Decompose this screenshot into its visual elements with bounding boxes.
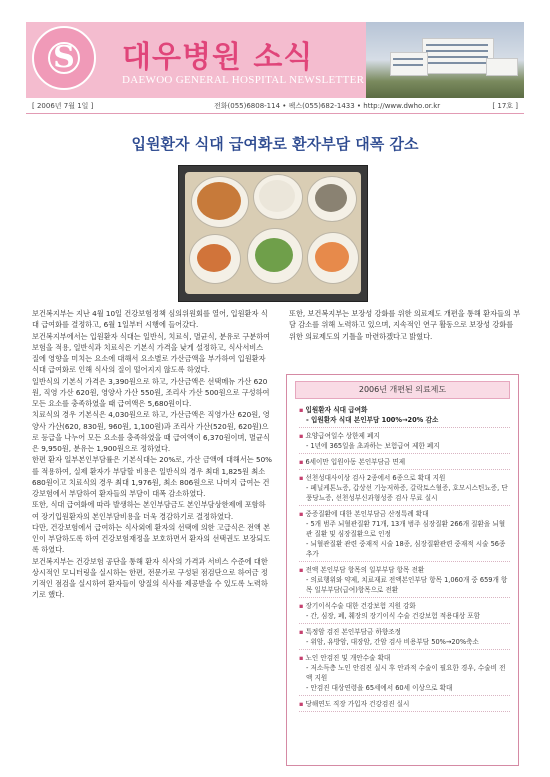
meal-tray-photo (178, 165, 368, 302)
article-paragraph: 보건복지부에서는 입원환자 식대는 일반식, 치료식, 멸균식, 분유로 구분하여 보험을 적용, 일반식과 치료식은 기본식 가격을 낮게 설정하고, 식사서비스 질에 영향을 미치는 요소에 대해서 요소별로 가산금액을 부가하여 입원환자 식대 급여화로 인해 식사의 질이 떨어지지 않도록 하였다. (32, 331, 271, 375)
article-paragraph: 보건복지부는 건강보험 공단을 통해 환자 식사의 가격과 서비스 수준에 대한 상시적인 모니터링을 실시하는 한편, 전문가로 구성된 점검단으로 하여금 정기적인 점검을 실시하여 환자들이 양질의 식사를 제공받을 수 있도록 노력하기로 했다. (32, 556, 268, 600)
reform-list-item (299, 405, 510, 428)
reform-item-detail: - 저소득층 노인 안검진 실시 후 안과적 수술이 필요한 경우, 수술비 전액 지원 (306, 664, 506, 682)
article-body-left (32, 308, 272, 601)
article-paragraph: 또한, 식대 급여화에 따라 발생하는 본인부담금도 본인부담상한제에 포함하여 장기입원환자의 본인부담비용을 더욱 경감하기로 결정하였다. (32, 500, 266, 521)
article-paragraph: 다만, 건강보험에서 급여하는 식사외에 환자의 선택에 의한 고급식은 전액 본인이 부담하도록 하여 건강보험재정을 보호하면서 환자의 선택권도 보장되도록 하였다. (32, 522, 271, 555)
reform-item-text: 입원환자 식대 급여화 (305, 406, 368, 414)
bullet-icon: ▪ (299, 628, 304, 636)
newsletter-title: 대우병원 소식 (122, 40, 314, 75)
reform-list-item (299, 565, 510, 598)
newsletter-subtitle: DAEWOO GENERAL HOSPITAL NEWSLETTER (122, 74, 365, 86)
reform-list-item (299, 473, 510, 506)
reform-list (299, 405, 510, 712)
article-paragraph: 또한, 보건복지부는 보장성 강화를 위한 의료제도 개편을 통해 환자들의 부담 감소를 위해 노력하고 있으며, 지속적인 연구 활동으로 보장성 강화를 위한 의료제도의 기틀을 마련하겠다고 밝혔다. (289, 309, 521, 341)
reform-item-text: 선천성대사이상 검사 2종에서 6종으로 확대 지원 (305, 474, 446, 482)
reform-item-detail: - 위암, 유방암, 대장암, 간암 검사 비용부담 50%→20%축소 (306, 638, 479, 646)
reform-item-text: 장기이식수술 대한 건강보험 지원 강화 (305, 602, 416, 610)
article-paragraph: 치료식의 경우 기본식은 4,030원으로 하고, 가산금액은 직영가산 620원, 영양사 가산(620, 830원, 960원, 1,100원)과 조리사 가산(520원, 620원)으로 등급을 나누어 모든 요소를 충족하였을 때 급여액이 6,370원이며, 멸균식은 9,950원, 분유는 1,900원으로 정하였다. (32, 410, 270, 453)
reform-item-text: 노인 안검진 및 개안수술 확대 (305, 654, 391, 662)
bullet-icon: ▪ (299, 602, 304, 610)
bullet-icon: ▪ (299, 432, 304, 440)
hospital-building-photo (366, 22, 524, 98)
reform-item-text: 요양급여일수 상한제 폐지 (305, 432, 380, 440)
bullet-icon: ▪ (299, 458, 304, 466)
reform-summary-box (286, 374, 519, 766)
reform-list-item (299, 601, 510, 624)
reform-list-item (299, 699, 510, 712)
bullet-icon: ▪ (299, 474, 304, 482)
reform-item-detail: - 간, 심장, 폐, 췌장의 장기이식 수술 건강보험 적용대상 포함 (306, 612, 481, 620)
reform-list-item (299, 653, 510, 696)
bullet-icon: ▪ (299, 566, 304, 574)
reform-item-detail: - 안검진 대상연령을 65세에서 60세 이상으로 확대 (306, 684, 453, 692)
article-paragraph: 보건복지부는 지난 4월 10일 건강보험정책 심의위원회를 열어, 입원환자 식대 급여화를 결정하고, 6월 1일부터 시행에 들어갔다. (32, 309, 268, 330)
reform-item-detail: - 페닐케톤뇨증, 갑상선 기능저하증, 갈락토스혈증, 호모시스틴뇨증, 단풍당뇨증, 선천성부신과형성증 검사 무료 실시 (306, 484, 508, 502)
reform-item-text: 당해연도 직장 가입자 건강검진 실시 (305, 700, 410, 708)
reform-list-item (299, 509, 510, 562)
masthead (26, 22, 524, 98)
reform-item-detail: - 1년에 365일을 초과하는 보험급여 제한 폐지 (306, 442, 440, 450)
info-bar (26, 99, 524, 114)
reform-list-item (299, 457, 510, 470)
issue-date: [ 2006년 7월 1일 ] (32, 102, 94, 110)
bullet-icon: ▪ (299, 406, 304, 414)
hospital-logo-icon: S (32, 26, 96, 90)
reform-box-title: 2006년 개편된 의료제도 (295, 381, 510, 399)
reform-list-item (299, 431, 510, 454)
reform-list-item (299, 627, 510, 650)
bullet-icon: ▪ (299, 510, 304, 518)
article-paragraph: 한편 환자 일부본인부담률은 기본식대는 20%로, 가산 금액에 대해서는 50%를 적용하여, 실제 환자가 부담할 비용은 일반식의 경우 최대 1,825원 최소 680원이고 치료식의 경우 최대 1,976원, 최소 806원으로 나머지 급여는 건강보험에서 부담하여 환자들의 부담이 대폭 감소하였다. (32, 455, 272, 498)
bullet-icon: ▪ (299, 700, 304, 708)
reform-item-detail: - 입원환자 식대 본인부담 100%→20% 감소 (306, 416, 439, 424)
bullet-icon: ▪ (299, 654, 304, 662)
reform-item-detail: - 뇌혈관질환 관련 중재적 시술 18종, 심장질환관련 중재적 시술 56종 추가 (306, 540, 506, 558)
contact-info: 전화(055)6808-114 • 팩스(055)682-1433 • http://www.dwho.or.kr (214, 102, 441, 110)
reform-item-text: 6세이만 입원아동 본인부담금 면제 (305, 458, 406, 466)
article-body-right (289, 308, 521, 342)
reform-item-detail: - 의료행위와 약제, 치료재료 전액본인부담 항목 1,060개 중 659개 항목 일부부담(급여)항목으로 전환 (306, 576, 508, 594)
reform-item-text: 전액 본인부담 항목의 일부부담 항목 전환 (305, 566, 425, 574)
article-headline: 입원환자 식대 급여화로 환자부담 대폭 감소 (131, 135, 419, 153)
issue-number: [ 17호 ] (492, 102, 518, 110)
reform-item-detail: - 5개 범주 뇌혈관질환 71개, 13개 범주 심장질환 266개 질환을 뇌혈관 질환 및 심장질환으로 인정 (306, 520, 506, 538)
reform-item-text: 특정암 검진 본인부담금 하향조정 (305, 628, 401, 636)
reform-item-text: 중증질환에 대한 본인부담금 산정특례 확대 (305, 510, 429, 518)
article-paragraph: 일반식의 기본식 가격은 3,390원으로 하고, 가산금액은 선택메뉴 가산 620원, 직영 가산 620원, 영양사 가산 550원, 조리사 가산 500원으로 구성하여 모든 요소를 충족하였을 때 급여액은 5,680원이다. (32, 376, 270, 408)
